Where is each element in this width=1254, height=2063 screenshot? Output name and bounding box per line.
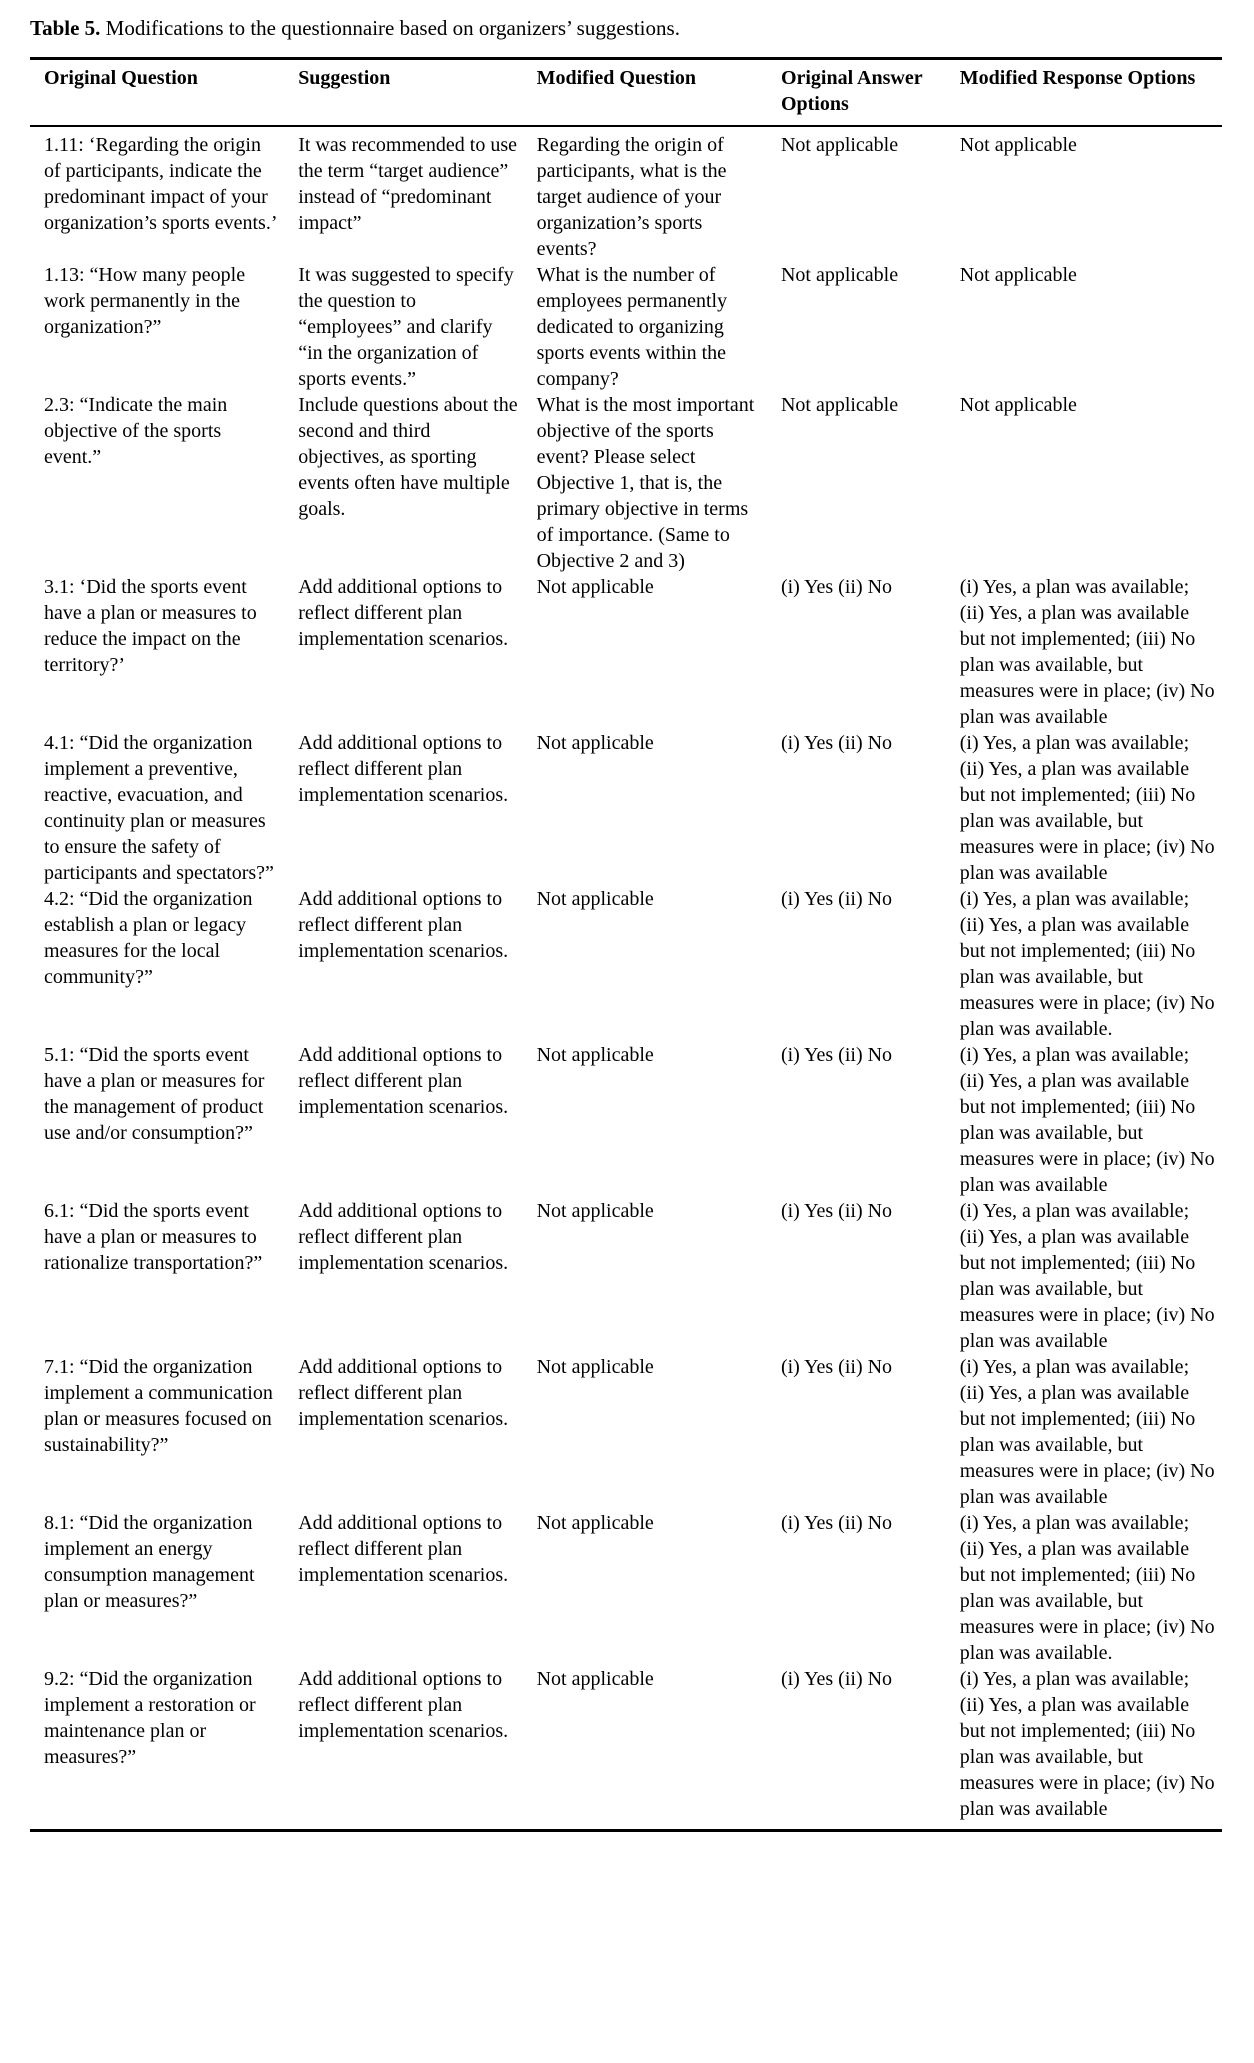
cell-original-question: 4.2: “Did the organization establish a plan or legacy measures for the local community?” (44, 888, 253, 988)
column-header-original-question: Original Question (30, 59, 298, 127)
table-row (30, 1666, 1222, 1831)
table-row (30, 574, 1222, 730)
cell-original-answer-options: (i) Yes (ii) No (780, 888, 893, 910)
table-row (30, 1354, 1222, 1510)
cell-modified-response-options: Not applicable (959, 394, 1077, 416)
cell-suggestion: It was recommended to use the term “target audience” instead of “predominant impact” (298, 134, 518, 234)
cell-modified-question: Regarding the origin of participants, what is the target audience of your organization’s sports events? (536, 134, 727, 260)
table-body (30, 126, 1222, 1831)
cell-modified-question: Not applicable (536, 1512, 654, 1534)
table-row (30, 730, 1222, 886)
column-header-original-answer-options: Original Answer Options (781, 59, 960, 127)
cell-original-answer-options: Not applicable (780, 134, 899, 156)
table-row (30, 1042, 1222, 1198)
cell-suggestion: It was suggested to specify the question to “employees” and clarify “in the organization of sports events.” (298, 264, 514, 390)
cell-modified-response-options: Not applicable (959, 134, 1077, 156)
column-header-modified-question: Modified Question (537, 59, 781, 127)
cell-suggestion: Include questions about the second and third objectives, as sporting events often have multiple goals. (298, 394, 518, 520)
table-row (30, 126, 1222, 262)
cell-modified-question: Not applicable (536, 732, 654, 754)
table-row (30, 1198, 1222, 1354)
table-caption-label: Table 5. (30, 16, 101, 40)
cell-modified-response-options: (i) Yes, a plan was available; (ii) Yes, a plan was available but not implemented; (iii) No plan was available, but measures were in place; (iv) No plan was available. (959, 888, 1215, 1040)
cell-suggestion: Add additional options to reflect different plan implementation scenarios. (298, 1200, 509, 1274)
cell-original-question: 1.11: ‘Regarding the origin of participants, indicate the predominant impact of your organization’s sports events.’ (44, 134, 278, 234)
cell-original-question: 9.2: “Did the organization implement a restoration or maintenance plan or measures?” (44, 1668, 256, 1768)
cell-modified-response-options: (i) Yes, a plan was available; (ii) Yes, a plan was available but not implemented; (iii) No plan was available, but measures were in place; (iv) No plan was available (959, 732, 1215, 884)
cell-original-answer-options: (i) Yes (ii) No (780, 1512, 893, 1534)
cell-modified-question: Not applicable (536, 1200, 654, 1222)
cell-modified-question: Not applicable (536, 1668, 654, 1690)
cell-suggestion: Add additional options to reflect different plan implementation scenarios. (298, 1356, 509, 1430)
table-row (30, 1510, 1222, 1666)
cell-suggestion: Add additional options to reflect different plan implementation scenarios. (298, 888, 509, 962)
cell-original-answer-options: (i) Yes (ii) No (780, 1200, 893, 1222)
cell-original-answer-options: (i) Yes (ii) No (780, 1356, 893, 1378)
cell-suggestion: Add additional options to reflect different plan implementation scenarios. (298, 1512, 509, 1586)
table-caption-text: Modifications to the questionnaire based on organizers’ suggestions. (100, 16, 680, 40)
cell-original-question: 5.1: “Did the sports event have a plan or measures for the management of product use and/or consumption?” (44, 1044, 265, 1144)
cell-modified-question: What is the most important objective of the sports event? Please select Objective 1, that is, the primary objective in terms of importance. (Same to Objective 2 and 3) (536, 394, 755, 572)
cell-suggestion: Add additional options to reflect different plan implementation scenarios. (298, 732, 509, 806)
cell-modified-question: Not applicable (536, 1044, 654, 1066)
cell-original-answer-options: (i) Yes (ii) No (780, 732, 893, 754)
table-header-row (30, 59, 1222, 127)
cell-modified-response-options: Not applicable (959, 264, 1077, 286)
cell-modified-response-options: (i) Yes, a plan was available; (ii) Yes, a plan was available but not implemented; (iii) No plan was available, but measures were in place; (iv) No plan was available (959, 1044, 1215, 1196)
cell-original-question: 3.1: ‘Did the sports event have a plan or measures to reduce the impact on the territory?’ (44, 576, 257, 676)
cell-suggestion: Add additional options to reflect different plan implementation scenarios. (298, 1668, 509, 1742)
column-header-suggestion: Suggestion (298, 59, 536, 127)
table-row (30, 392, 1222, 574)
cell-original-question: 8.1: “Did the organization implement an energy consumption management plan or measures?” (44, 1512, 255, 1612)
cell-modified-response-options: (i) Yes, a plan was available; (ii) Yes, a plan was available but not implemented; (iii) No plan was available, but measures were in place; (iv) No plan was available (959, 1200, 1215, 1352)
cell-modified-response-options: (i) Yes, a plan was available; (ii) Yes, a plan was available but not implemented; (iii) No plan was available, but measures were in place; (iv) No plan was available. (959, 1512, 1215, 1664)
cell-original-answer-options: Not applicable (780, 394, 899, 416)
cell-original-answer-options: (i) Yes (ii) No (780, 576, 893, 598)
cell-original-answer-options: (i) Yes (ii) No (780, 1044, 893, 1066)
column-header-modified-response-options: Modified Response Options (960, 59, 1222, 127)
cell-modified-question: Not applicable (536, 1356, 654, 1378)
cell-suggestion: Add additional options to reflect different plan implementation scenarios. (298, 1044, 509, 1118)
cell-original-question: 2.3: “Indicate the main objective of the sports event.” (44, 394, 228, 468)
cell-original-answer-options: (i) Yes (ii) No (780, 1668, 893, 1690)
cell-original-question: 1.13: “How many people work permanently in the organization?” (44, 264, 246, 338)
cell-original-answer-options: Not applicable (780, 264, 899, 286)
cell-original-question: 6.1: “Did the sports event have a plan or measures to rationalize transportation?” (44, 1200, 263, 1274)
table-row (30, 886, 1222, 1042)
cell-modified-response-options: (i) Yes, a plan was available; (ii) Yes, a plan was available but not implemented; (iii) No plan was available, but measures were in place; (iv) No plan was available (959, 1356, 1215, 1508)
cell-modified-question: Not applicable (536, 576, 654, 598)
cell-original-question: 4.1: “Did the organization implement a preventive, reactive, evacuation, and continuity plan or measures to ensure the safety of participants and spectators?” (44, 732, 274, 884)
cell-suggestion: Add additional options to reflect different plan implementation scenarios. (298, 576, 509, 650)
cell-original-question: 7.1: “Did the organization implement a communication plan or measures focused on sustainability?” (44, 1356, 273, 1456)
cell-modified-question: Not applicable (536, 888, 654, 910)
cell-modified-response-options: (i) Yes, a plan was available; (ii) Yes, a plan was available but not implemented; (iii) No plan was available, but measures were in place; (iv) No plan was available (959, 576, 1215, 728)
cell-modified-response-options: (i) Yes, a plan was available; (ii) Yes, a plan was available but not implemented; (iii) No plan was available, but measures were in place; (iv) No plan was available (959, 1668, 1215, 1820)
cell-modified-question: What is the number of employees permanently dedicated to organizing sports events within the company? (536, 264, 728, 390)
table-row (30, 262, 1222, 392)
modifications-table (30, 57, 1222, 1832)
table-caption (30, 14, 1222, 42)
